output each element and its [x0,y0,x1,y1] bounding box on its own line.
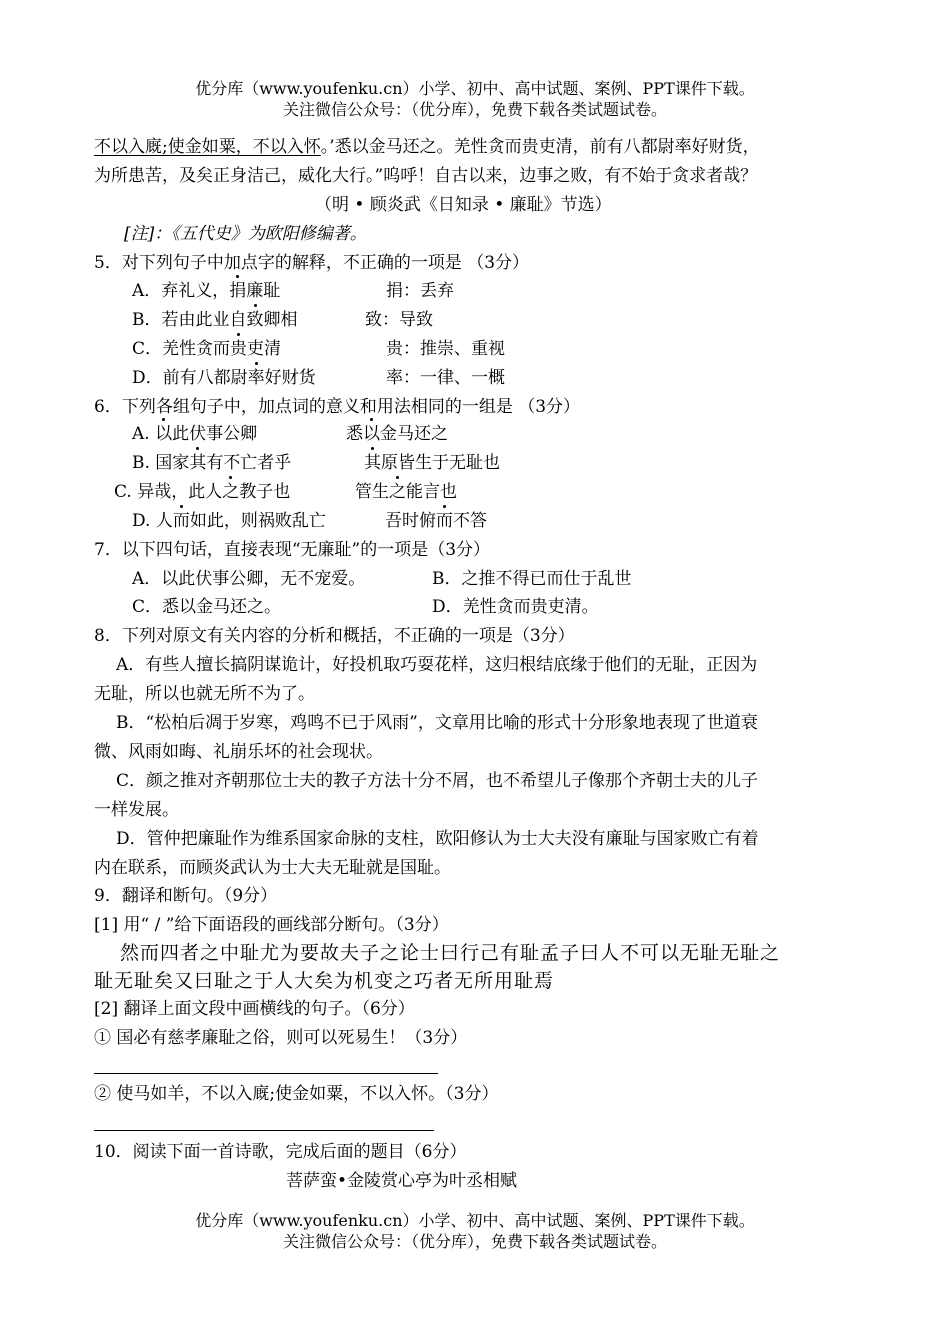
emphasis-dot-char: 之 [222,479,239,505]
q6-option-c-right: 管生之能言也 [355,479,457,505]
q5-option-b: B．若由此业自致卿相 [132,307,298,333]
emphasis-dot-char: 致 [247,307,264,333]
emphasis-dot-char: 贵 [230,336,247,362]
q7-option-d: D．羌性贪而贵吏清。 [432,597,599,617]
q5-option-c: C．羌性贪而贵吏清 [132,336,281,362]
q8-stem: 8．下列对原文有关内容的分析和概括，不正确的一项是（3分） [94,626,575,646]
q5-option-a: A．弃礼义，捐廉耻 [132,278,280,304]
footer-line-1: 优分库（www.youfenku.cn）小学、初中、高中试题、案例、PPT课件下载。 [195,1211,755,1230]
q6-option-d-right: 吾时俯而不答 [385,508,487,534]
q7-option-c: C．悉以金马还之。 [132,597,282,617]
q6-option-b-right: 其原皆生于无耻也 [364,450,500,476]
q7-option-a: A．以此伏事公卿，无不宠爱。 [132,569,366,589]
q10-stem: 10．阅读下面一首诗歌，完成后面的题目（6分） [94,1142,467,1162]
q9-part-1-prompt: [1] 用“ / ”给下面语段的画线部分断句。（3分） [94,915,449,935]
q9-sentence-2: ② 使马如羊，不以入廐;使金如粟，不以入怀。（3分） [94,1084,499,1104]
passage-line-1: 不以入廐;使金如粟，不以入怀。’悉以金马还之。羌性贪而贵吏清，前有八都尉率好财货， [94,137,760,157]
q7-option-b: B．之推不得已而仕于乱世 [432,569,632,589]
header-line-2: 关注微信公众号：（优分库），免费下载各类试题试卷。 [282,100,667,119]
q8-option-a-line-1: A．有些人擅长搞阴谋诡计，好投机取巧耍花样，这归根结底缘于他们的无耻，正因为 [116,655,758,675]
q9-punctuation-text-line-2: 耻无耻矣又曰耻之于人大矣为机变之巧者无所用耻焉 [94,970,555,992]
answer-line-1 [94,1073,438,1074]
q8-option-b-line-2: 微、风雨如晦、礼崩乐坏的社会现状。 [94,742,383,762]
q9-punctuation-text-line-1: 然而四者之中耻尤为要故夫子之论士曰行己有耻孟子曰人不可以无耻无耻之 [120,942,781,964]
emphasis-dot-char: 以 [363,421,380,447]
q6-option-c-left: C. 异哉，此人之教子也 [114,479,290,505]
poem-title: 菩萨蛮•金陵赏心亭为叶丞相赋 [286,1171,518,1191]
q8-option-c-line-2: 一样发展。 [94,800,179,820]
q6-option-a-left: A. 以此伏事公卿 [132,421,257,447]
q5-gloss-c: 贵：推崇、重视 [386,339,505,359]
answer-line-2 [94,1130,434,1131]
q8-option-c-line-1: C．颜之推对齐朝那位士夫的教子方法十分不屑，也不希望儿子像那个齐朝士夫的儿子 [116,771,759,791]
q6-option-d-left: D. 人而如此，则祸败乱亡 [132,508,326,534]
q6-stem: 6．下列各组句子中，加点词的意义和用法相同的一组是 （3分） [94,397,581,417]
q9-sentence-1: ① 国必有慈孝廉耻之俗，则可以死易生！（3分） [94,1028,468,1048]
underlined-sentence: 不以入廐;使金如粟，不以入怀 [94,137,321,157]
emphasis-dot-char: 而 [173,508,190,534]
q5-gloss-a: 捐：丢弃 [386,281,454,301]
emphasis-dot-char: 其 [364,450,381,476]
q6-option-b-left: B. 国家其有不亡者乎 [132,450,291,476]
q8-option-d-line-1: D．管仲把廉耻作为维系国家命脉的支柱，欧阳修认为士大夫没有廉耻与国家败亡有着 [116,829,759,849]
footer-line-2: 关注微信公众号：（优分库），免费下载各类试题试卷。 [282,1232,667,1251]
q5-gloss-b: 致：导致 [365,310,433,330]
q8-option-d-line-2: 内在联系，而顾炎武认为士大夫无耻就是国耻。 [94,858,451,878]
q8-option-a-line-2: 无耻，所以也就无所不为了。 [94,684,315,704]
q9-part-2-prompt: [2] 翻译上面文段中画横线的句子。（6分） [94,999,415,1019]
passage-line-2: 为所患苦，及矣正身洁己，威化大行。”呜呼！自古以来，边事之败，有不始于贪求者哉？ [94,166,758,186]
q7-stem: 7．以下四句话，直接表现“无廉耻”的一项是（3分） [94,540,491,560]
header-line-1: 优分库（www.youfenku.cn）小学、初中、高中试题、案例、PPT课件下载。 [195,79,755,98]
q9-stem: 9．翻译和断句。（9分） [94,886,278,906]
q5-gloss-d: 率：一律、一概 [386,368,505,388]
emphasis-dot-char: 其 [189,450,206,476]
q5-option-d: D．前有八都尉率好财货 [132,365,316,391]
passage-source: （明 • 顾炎武《日知录 • 廉耻》节选） [315,195,612,215]
q8-option-b-line-1: B．“松柏后凋于岁寒，鸡鸣不已于风雨”，文章用比喻的形式十分形象地表现了世道衰 [116,713,758,733]
emphasis-dot-char: 以 [155,421,172,447]
emphasis-dot-char: 捐 [229,278,246,304]
passage-note: [注]：《五代史》为欧阳修编著。 [124,224,367,244]
q6-option-a-right: 悉以金马还之 [346,421,448,447]
emphasis-dot-char: 率 [248,365,265,391]
q5-stem: 5．对下列句子中加点字的解释，不正确的一项是 （3分） [94,253,530,273]
emphasis-dot-char: 之 [389,479,406,505]
emphasis-dot-char: 而 [436,508,453,534]
